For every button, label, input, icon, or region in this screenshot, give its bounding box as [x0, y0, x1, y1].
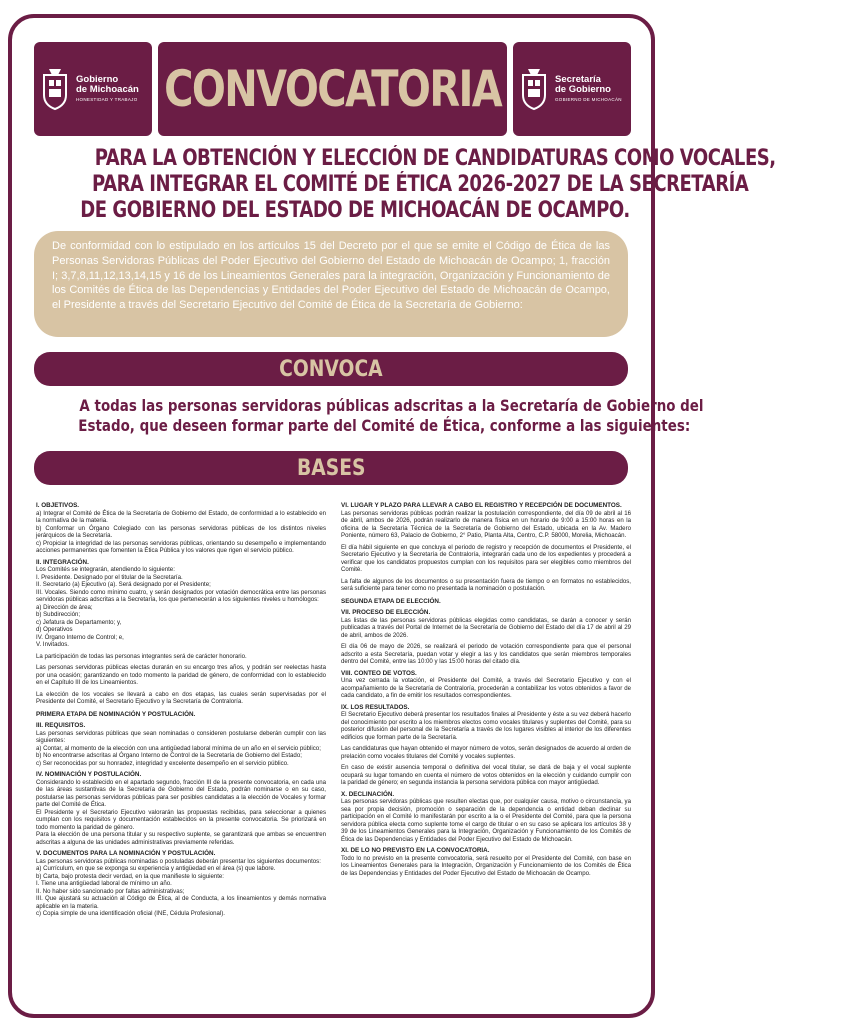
- bases-banner: [34, 451, 628, 485]
- section-text: c) Jefatura de Departamento; y,: [36, 618, 122, 626]
- section-text: a) Integrar el Comité de Ética de la Secretaría de Gobierno del Estado, de conformidad a lo establecido en la normativa de la materia.: [36, 509, 326, 524]
- gobierno-logo: [34, 42, 152, 136]
- section-text: Para la elección de una persona titular y su respectivo suplente, se garantizará que ambas se encuentren adscritas a alguna de las unidades administrativas previamente referidas.: [36, 831, 326, 846]
- section-text: a) Dirección de área;: [36, 603, 93, 611]
- section-text: IV. Órgano Interno de Control; e,: [36, 633, 124, 641]
- audience-statement: [20, 396, 704, 436]
- section-text: Una vez cerrada la votación, el Presidente del Comité, a través del Secretario Ejecutivo y con el acompañamiento de la Secretaría de Contraloría, procederán a contabilizar los votos obtenidos a favor de cada candidato, a fin de emitir los resultados correspondientes.: [341, 677, 631, 699]
- section-title: VII. PROCESO DE ELECCIÓN.: [341, 609, 431, 616]
- right-column: [341, 498, 631, 877]
- section-text: V. Invitados.: [36, 641, 69, 648]
- section-text: El Secretario Ejecutivo deberá presentar los resultados finales al Presidente y éste a su vez deberá hacerlo del conocimiento por escrito a los miembros electos como vocales titulares y suplentes del Comité, para su posterior difusión del personal de la Secretaría a través de los lugares visibles al interior de los diferentes edificios que forman parte de la Secretaría.: [341, 711, 631, 741]
- section-text: Las personas servidoras públicas electas durarán en su encargo tres años, y podrán ser reelectas hasta por una ocasión; garantizando en todo momento la paridad de género, de conformidad con lo establecido en el Capítulo III de los Lineamientos.: [36, 664, 326, 686]
- section-title: VIII. CONTEO DE VOTOS.: [341, 669, 417, 677]
- page-title: CONVOCATORIA: [163, 60, 502, 118]
- intro-paragraph: De conformidad con lo estipulado en los artículos 15 del Decreto por el que se emite el Código de Ética de las Personas Servidoras Públicas del Poder Ejecutivo del Gobierno del Estado de Michoacán de Ocampo; 1, fracción I; 3,7,8,11,12,13,14,15 y 16 de los Lineamientos Generales para la integración, Organización y Funcionamiento de los Comités de Ética de las Dependencias y Entidades del Poder Ejecutivo del Estado de Michoacán de Ocampo, el Presidente a través del Secretario Ejecutivo del Comité de Ética de la Secretaría de Gobierno:: [34, 231, 628, 337]
- section-text: a) Contar, al momento de la elección con una antigüedad laboral mínima de un año en el servicio público;: [36, 744, 321, 752]
- section-text: Los Comités se integrarán, atendiendo lo siguiente:: [36, 566, 175, 573]
- logo-line-2: de Gobierno: [555, 84, 611, 96]
- section-text: b) Conformar un Órgano Colegiado con las personas servidoras públicas de los distintos niveles jerárquicos de la Secretaría.: [36, 524, 326, 539]
- stage-title: SEGUNDA ETAPA DE ELECCIÓN.: [341, 597, 441, 605]
- headline-line: DE GOBIERNO DEL ESTADO DE MICHOACÁN DE OCAMPO.: [80, 198, 630, 223]
- logo-line-2: de Michoacán: [76, 84, 139, 96]
- logo-tagline: HONESTIDAD Y TRABAJO: [76, 97, 138, 103]
- section-text: Considerando lo establecido en el apartado segundo, fracción III de la presente convocatoria, en cada una de las áreas sustantivas de la Secretaría de Gobierno del Estado, podrán nominarse o en su caso, postularse las personas servidoras públicas para ser posibles candidatas a la elección de Vocales y formar parte del Comité de Ética.: [36, 778, 326, 808]
- section-text: El Presidente y el Secretario Ejecutivo valorarán las propuestas recibidas, para seleccionar a quienes cumplan con los requisitos y documentación establecidos en la presente convocatoria. Se priorizará en todo momento la paridad de género.: [36, 808, 326, 831]
- convoca-banner: [34, 352, 628, 386]
- headline: [20, 146, 776, 224]
- section-text: b) Subdirección;: [36, 611, 81, 618]
- section-text: I. Tiene una antigüedad laboral de mínimo un año.: [36, 880, 172, 887]
- audience-line: A todas las personas servidoras públicas adscritas a la Secretaría de Gobierno del: [79, 396, 704, 415]
- section-text: III. Vocales. Siendo como mínimo cuatro, y serán designados por votación democrática entre las personas servidoras públicas adscritas a la Secretaría, los que pertenecerán a los siguientes niveles u homólogos:: [36, 588, 326, 603]
- section-text: La participación de todas las personas integrantes será de carácter honorario.: [36, 652, 247, 660]
- section-text: II. Secretario (a) Ejecutivo (a). Será designado por el Presidente;: [36, 581, 211, 588]
- headline-line: PARA INTEGRAR EL COMITÉ DE ÉTICA 2026-2027 DE LA SECRETARÍA: [92, 172, 749, 197]
- stage-title: PRIMERA ETAPA DE NOMINACIÓN Y POSTULACIÓN.: [36, 710, 196, 718]
- section-text: Todo lo no previsto en la presente convocatoria, será resuelto por el Presidente del Comité, con base en los Lineamientos Generales para la Integración, Organización y Funcionamiento de los Comités de Ética de las Dependencias y Entidades del Poder Ejecutivo del Estado de Michoacán de Ocampo.: [341, 854, 631, 877]
- left-column: [36, 498, 326, 918]
- header: [34, 42, 631, 136]
- section-text: d) Operativos: [36, 626, 73, 633]
- section-text: Las personas servidoras públicas que sean nominadas o consideren postularse deberán cumplir con las siguientes:: [36, 729, 326, 744]
- section-title: V. DOCUMENTOS PARA LA NOMINACIÓN Y POSTULACIÓN.: [36, 850, 216, 857]
- section-text: Las personas servidoras públicas podrán realizar la postulación correspondiente, del día 09 de abril al 16 de abril, ambos de 2026, podrán realizarlo de manera física en un horario de 9:00 a 15:00 horas en la oficina de la Secretaría Técnica de la Secretaría de Gobierno del Estado, ubicada en la Av. Madero Poniente, número 63, Palacio de Gobierno, 2° Patio, Planta Alta, Centro, C.P. 58000, Morelia, Michoacán.: [341, 509, 631, 539]
- section-text: En caso de existir ausencia temporal o definitiva del vocal titular, se dará de baja y el vocal suplente ocupará su lugar tomando en cuenta el número de votos obtenidos en la elección y cuidando cumplir con la paridad de género; en segunda instancia la persona servidora pública con mayor antigüedad.: [341, 764, 631, 786]
- section-text: Las listas de las personas servidoras públicas elegidas como candidatas, se darán a conocer y serán publicadas a través del Portal de Internet de la Secretaría de Gobierno del Estado del día 17 de abril al 29 de abril, ambos de 2026.: [341, 616, 631, 639]
- section-title: III. REQUISITOS.: [36, 722, 86, 729]
- section-title: VI. LUGAR Y PLAZO PARA LLEVAR A CABO EL REGISTRO Y RECEPCIÓN DE DOCUMENTOS.: [341, 502, 622, 509]
- section-text: El día 06 de mayo de 2026, se realizará el periodo de votación correspondiente para que el personal adscrito a esta Secretaría, puedan votar y elegir a las y los candidatos que serán miembros temporales dentro del Comité, entre las 10:00 y las 15:00 horas del citado día.: [341, 643, 631, 665]
- section-text: a) Currículum, en que se exponga su experiencia y antigüedad en el área (s) que labore.: [36, 865, 276, 872]
- section-title: I. OBJETIVOS.: [36, 502, 80, 509]
- headline-line: PARA LA OBTENCIÓN Y ELECCIÓN DE CANDIDATURAS COMO VOCALES,: [94, 146, 776, 171]
- michoacan-seal-icon: [519, 67, 549, 111]
- section-title: XI. DE LO NO PREVISTO EN LA CONVOCATORIA.: [341, 847, 490, 854]
- section-title: IV. NOMINACIÓN Y POSTULACIÓN.: [36, 771, 142, 778]
- audience-line: Estado, que deseen formar parte del Comité de Ética, conforme a las siguientes:: [78, 416, 691, 435]
- section-text: III. Que ajustará su actuación al Código de Ética, al de Conducta, a los lineamientos y demás normativa aplicable en la materia.: [36, 895, 326, 910]
- section-text: c) Copia simple de una identificación oficial (INE, Cédula Profesional).: [36, 910, 225, 917]
- title-banner: [158, 42, 507, 136]
- section-text: Las personas servidoras públicas nominadas o postuladas deberán presentar los siguientes documentos:: [36, 857, 321, 865]
- logo-line-1: Gobierno: [76, 74, 119, 86]
- michoacan-seal-icon: [40, 67, 70, 111]
- section-text: II. No haber sido sancionado por faltas administrativas;: [36, 887, 185, 895]
- section-text: c) Ser reconocidas por su honradez, integridad y excelente desempeño en el servicio público.: [36, 759, 289, 767]
- section-text: La elección de los vocales se llevará a cabo en dos etapas, las cuales serán supervisadas por el Presidente del Comité, el Secretario Ejecutivo y la Secretaría de Contraloría.: [36, 690, 326, 705]
- section-text: b) Carta, bajo protesta decir verdad, en la que manifieste lo siguiente:: [36, 872, 224, 880]
- section-text: b) No encontrarse adscritas al Órgano Interno de Control de la Secretaría de Gobierno del Estado;: [36, 752, 302, 759]
- section-text: c) Propiciar la integridad de las personas servidoras públicas, orientando su desempeño e implementando acciones permanentes que fomenten la Ética Pública y los valores que rigen el servicio público.: [36, 539, 326, 554]
- logo-tagline: GOBIERNO DE MICHOACÁN: [555, 97, 622, 103]
- section-text: El día hábil siguiente en que concluya el periodo de registro y recepción de documentos el Presidente, el Secretario Ejecutivo y la Secretaría de Contraloría, integrarán cada uno de los expedientes y procederá a verificar que los candidatos propuestos cumplan con los requisitos para ser elegibles como miembros del Comité.: [341, 543, 631, 573]
- bases-label: BASES: [296, 455, 366, 481]
- section-text: Las candidaturas que hayan obtenido el mayor número de votos, serán designados de acuerdo al orden de prelación como vocales titulares del Comité y vocales suplentes.: [341, 745, 631, 760]
- section-text: La falta de algunos de los documentos o su presentación fuera de tiempo o en formatos no establecidos, será suficiente para tener como no presentada la nominación o postulación.: [341, 577, 631, 592]
- secretaria-logo: [513, 42, 631, 136]
- section-title: II. INTEGRACIÓN.: [36, 558, 89, 566]
- section-title: X. DECLINACIÓN.: [341, 790, 395, 798]
- logo-line-1: Secretaría: [555, 74, 601, 86]
- section-text: I. Presidente. Designado por el titular de la Secretaría.: [36, 573, 183, 581]
- convoca-label: CONVOCA: [279, 356, 383, 382]
- section-title: IX. LOS RESULTADOS.: [341, 703, 410, 711]
- section-text: Las personas servidoras públicas que resulten electas que, por cualquier causa, motivo o circunstancia, ya sea por propia decisión, promoción o separación de la dependencia o entidad deban declinar su participación en el Comité lo manifestarán por escrito a la o el Presidente del Comité, para que la persona servidora pública electa como suplente tome el cargo de titular o en su caso se aplicara los artículos 38 y 39 de los Lineamientos Generales para la Integración, Organización y Funcionamiento de los Comités de Ética de las Dependencias y Entidades del Poder Ejecutivo del Estado de Michoacán.: [341, 798, 631, 843]
